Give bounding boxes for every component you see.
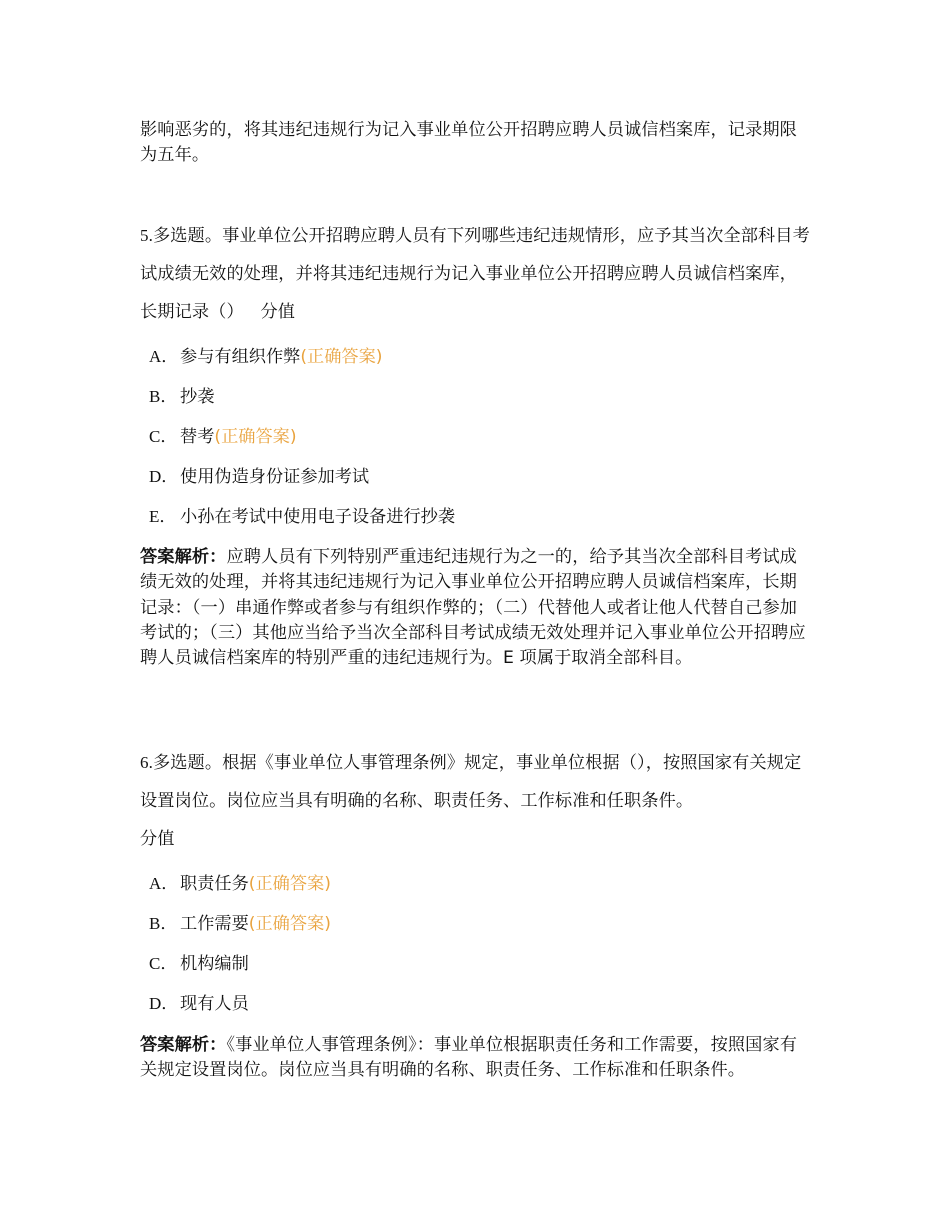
option-text: 工作需要 xyxy=(180,914,249,934)
option-c xyxy=(149,944,809,984)
intro-paragraph: 影响恶劣的，将其违纪违规行为记入事业单位公开招聘应聘人员诚信档案库，记录期限为五年。 xyxy=(140,120,797,166)
option-letter: C． xyxy=(149,954,178,973)
question-5-explanation xyxy=(140,545,812,671)
question-5-options xyxy=(149,337,809,537)
correct-answer-marker: (正确答案) xyxy=(248,874,331,894)
option-letter: B． xyxy=(149,387,178,406)
explanation-text: 应聘人员有下列特别严重违纪违规行为之一的，给予其当次全部科目考试成绩无效的处理，并将其违纪违规行为记入事业单位公开招聘应聘人员诚信档案库，长期记录：（一）串通作弊或者参与有组织作弊的；（二）代替他人或者让他人代替自己参加考试的；（三）其他应当给予当次全部科目考试成绩无效处理并记入事业单位公开招聘应聘人员诚信档案库的特别严重的违纪违规行为。E 项属于取消全部科目。 xyxy=(140,547,806,669)
explanation-label: 答案解析： xyxy=(140,1035,227,1055)
option-text: 机构编制 xyxy=(180,954,249,974)
score-label: 分值 xyxy=(140,828,175,849)
question-text: 根据《事业单位人事管理条例》规定，事业单位根据（），按照国家有关规定设置岗位。岗位应当具有明确的名称、职责任务、工作标准和任职条件。 xyxy=(140,753,802,811)
option-e xyxy=(149,497,809,537)
option-a xyxy=(149,864,809,904)
option-text: 参与有组织作弊 xyxy=(180,347,301,367)
option-text: 替考 xyxy=(180,427,215,447)
question-6-stem xyxy=(140,744,812,858)
option-c xyxy=(149,417,809,457)
correct-answer-marker: (正确答案) xyxy=(300,347,383,367)
explanation-label: 答案解析： xyxy=(140,547,227,567)
option-letter: C． xyxy=(149,427,178,446)
option-letter: D． xyxy=(149,467,179,486)
explanation-text: 《事业单位人事管理条例》：事业单位根据职责任务和工作需要，按照国家有关规定设置岗位。岗位应当具有明确的名称、职责任务、工作标准和任职条件。 xyxy=(140,1035,798,1081)
option-text: 现有人员 xyxy=(180,994,249,1014)
option-letter: D． xyxy=(149,994,179,1013)
question-text: 事业单位公开招聘应聘人员有下列哪些违纪违规情形，应予其当次全部科目考试成绩无效的处理，并将其违纪违规行为记入事业单位公开招聘应聘人员诚信档案库，长期记录（） xyxy=(140,226,810,322)
correct-answer-marker: (正确答案) xyxy=(214,427,297,447)
correct-answer-marker: (正确答案) xyxy=(248,914,331,934)
question-type: 多选题。 xyxy=(152,226,223,246)
option-text: 小孙在考试中使用电子设备进行抄袭 xyxy=(180,507,456,527)
score-label: 分值 xyxy=(260,301,296,322)
option-b xyxy=(149,377,809,417)
question-6-explanation xyxy=(140,1033,812,1084)
option-letter: B． xyxy=(149,914,178,933)
question-number: 5. xyxy=(140,226,153,245)
option-d xyxy=(149,457,809,497)
question-5-stem xyxy=(140,217,812,331)
question-type: 多选题。 xyxy=(152,753,223,773)
option-a xyxy=(149,337,809,377)
option-letter: A． xyxy=(149,347,179,366)
option-letter: A． xyxy=(149,874,179,893)
option-d xyxy=(149,984,809,1024)
option-text: 使用伪造身份证参加考试 xyxy=(180,467,370,487)
option-text: 职责任务 xyxy=(180,874,249,894)
option-letter: E． xyxy=(149,507,177,526)
question-6-options xyxy=(149,864,809,1024)
option-text: 抄袭 xyxy=(180,387,215,407)
question-number: 6. xyxy=(140,753,153,772)
option-b xyxy=(149,904,809,944)
